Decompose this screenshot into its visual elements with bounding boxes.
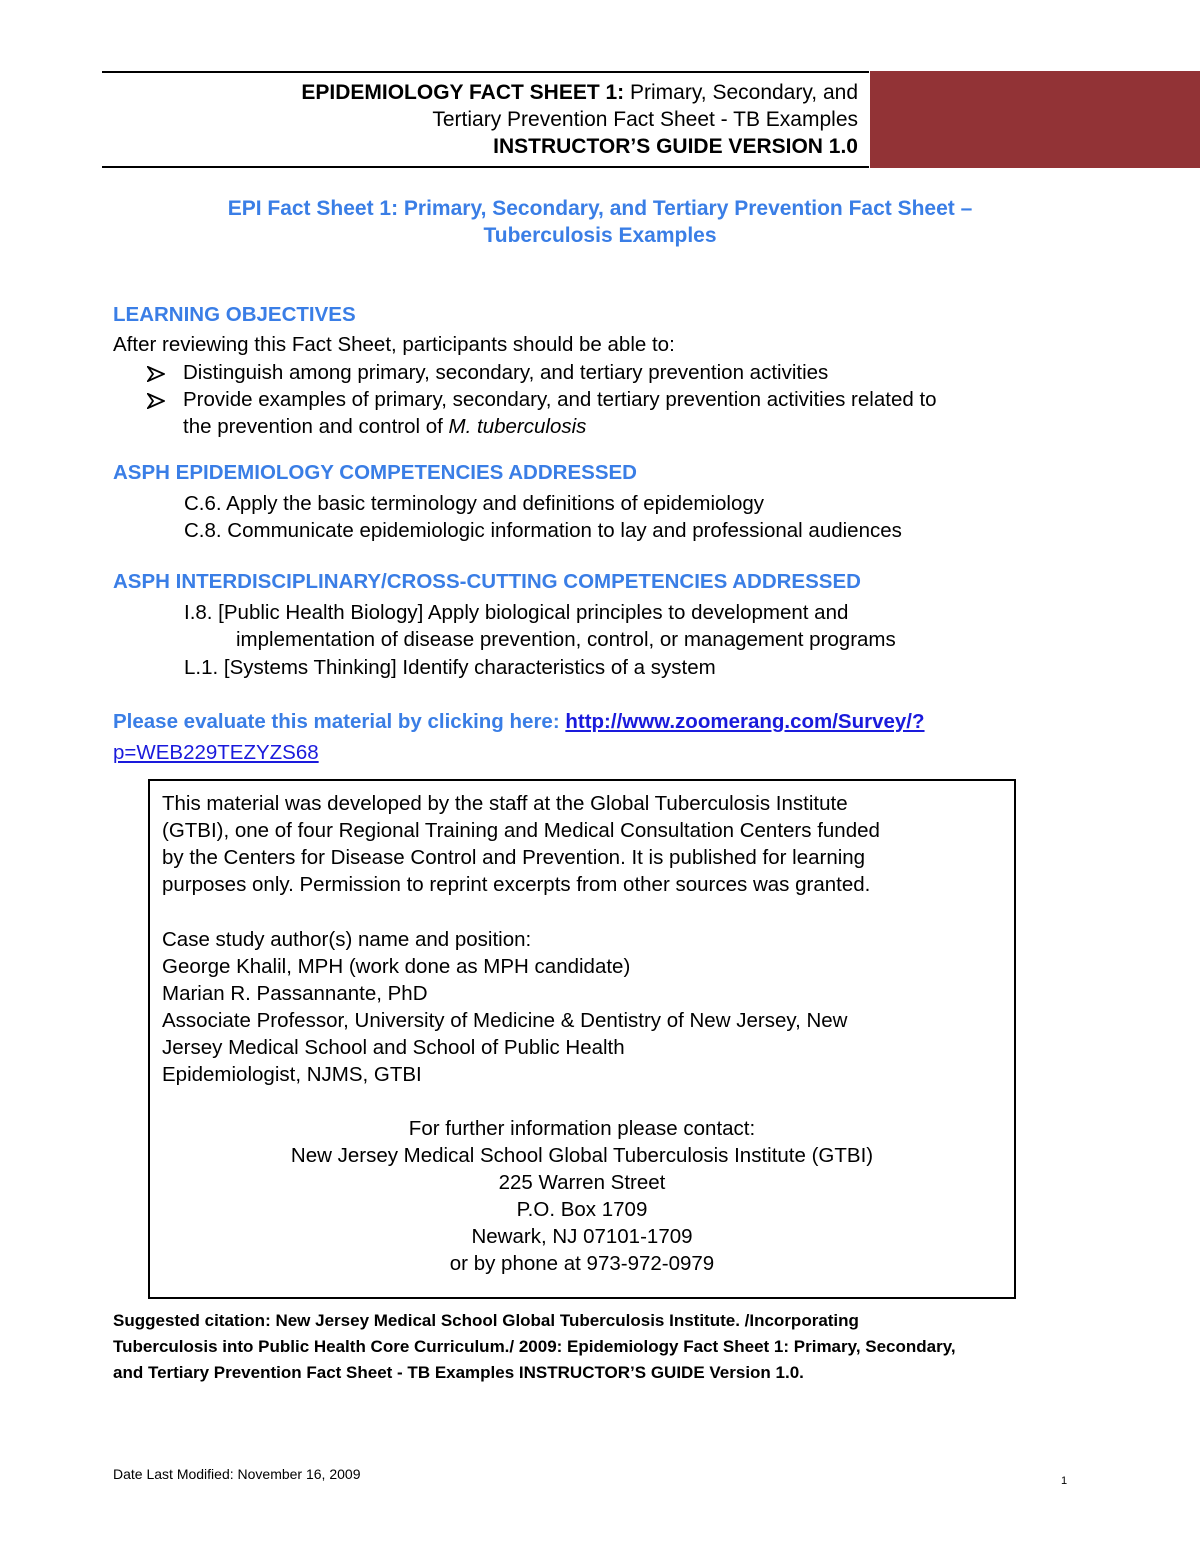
learning-objectives-heading: LEARNING OBJECTIVES (113, 303, 356, 326)
header-line-3: INSTRUCTOR’S GUIDE VERSION 1.0 (493, 135, 858, 158)
objective-item-1: Distinguish among primary, secondary, and tertiary prevention activities (183, 361, 829, 384)
contact-line: For further information please contact: (408, 1117, 756, 1140)
credit-paragraph-line: This material was developed by the staff at the Global Tuberculosis Institute (162, 792, 848, 815)
contact-line: New Jersey Medical School Global Tuberculosis Institute (GTBI) (290, 1144, 874, 1167)
credit-paragraph-line: purposes only. Permission to reprint excerpts from other sources was granted. (162, 873, 871, 896)
competency-item: C.8. Communicate epidemiologic information to lay and professional audiences (184, 519, 902, 542)
interdisciplinary-item: L.1. [Systems Thinking] Identify characteristics of a system (184, 656, 716, 679)
author-line: Jersey Medical School and School of Public Health (162, 1036, 625, 1059)
author-line: George Khalil, MPH (work done as MPH candidate) (162, 955, 631, 978)
learning-objectives-intro: After reviewing this Fact Sheet, participants should be able to: (113, 333, 675, 356)
page-title-line-2: Tuberculosis Examples (483, 224, 717, 247)
header-line-1 (301, 79, 858, 106)
header-line-2: Tertiary Prevention Fact Sheet - TB Examples (432, 108, 858, 131)
objective-item-2-continuation (183, 413, 586, 440)
credit-paragraph-line: by the Centers for Disease Control and Prevention. It is published for learning (162, 846, 866, 869)
survey-link[interactable]: http://www.zoomerang.com/Survey/? (565, 710, 925, 733)
header-accent-block (870, 71, 1200, 168)
contact-line: Newark, NJ 07101-1709 (471, 1225, 693, 1248)
citation-line: Suggested citation: New Jersey Medical School Global Tuberculosis Institute. /Incorporating (113, 1311, 859, 1330)
header-rule-top (102, 71, 869, 73)
author-line: Epidemiologist, NJMS, GTBI (162, 1063, 422, 1086)
objective-item-2: Provide examples of primary, secondary, and tertiary prevention activities related to (183, 388, 937, 411)
objective-item-2-organism: M. tuberculosis (448, 415, 587, 438)
page-title-line-1: EPI Fact Sheet 1: Primary, Secondary, and Tertiary Prevention Fact Sheet – (227, 197, 973, 220)
arrowhead-bullet-icon (147, 366, 165, 387)
interdisciplinary-item: I.8. [Public Health Biology] Apply biological principles to development and (184, 601, 849, 624)
author-line: Marian R. Passannante, PhD (162, 982, 428, 1005)
interdisciplinary-item-continuation: implementation of disease prevention, control, or management programs (236, 628, 896, 651)
author-line: Case study author(s) name and position: (162, 928, 532, 951)
credit-paragraph-line: (GTBI), one of four Regional Training and Medical Consultation Centers funded (162, 819, 880, 842)
page-number: 1 (1061, 1475, 1068, 1487)
evaluate-line-1 (113, 708, 925, 735)
citation-line: Tuberculosis into Public Health Core Curriculum./ 2009: Epidemiology Fact Sheet 1: Primary, Secondary, (113, 1337, 956, 1356)
evaluate-line-2 (113, 739, 319, 766)
header-sheet-label: EPIDEMIOLOGY FACT SHEET 1: (301, 81, 625, 104)
asph-competencies-heading: ASPH EPIDEMIOLOGY COMPETENCIES ADDRESSED (113, 461, 637, 484)
survey-link-continuation[interactable]: p=WEB229TEZYZS68 (113, 741, 319, 764)
evaluate-prompt: Please evaluate this material by clicking here: (113, 710, 566, 733)
arrowhead-bullet-icon (147, 393, 165, 414)
competency-item: C.6. Apply the basic terminology and definitions of epidemiology (184, 492, 765, 515)
date-last-modified: Date Last Modified: November 16, 2009 (113, 1466, 361, 1482)
author-line: Associate Professor, University of Medicine & Dentistry of New Jersey, New (162, 1009, 848, 1032)
header-rule-bottom (102, 166, 869, 168)
header-sheet-topic: Primary, Secondary, and (624, 81, 858, 104)
contact-line: 225 Warren Street (498, 1171, 666, 1194)
contact-line: or by phone at 973-972-0979 (449, 1252, 715, 1275)
interdisciplinary-heading: ASPH INTERDISCIPLINARY/CROSS-CUTTING COMPETENCIES ADDRESSED (113, 570, 861, 593)
objective-item-2-cont-text: the prevention and control of (183, 415, 449, 438)
contact-line: P.O. Box 1709 (516, 1198, 648, 1221)
citation-line: and Tertiary Prevention Fact Sheet - TB Examples INSTRUCTOR’S GUIDE Version 1.0. (113, 1363, 804, 1382)
